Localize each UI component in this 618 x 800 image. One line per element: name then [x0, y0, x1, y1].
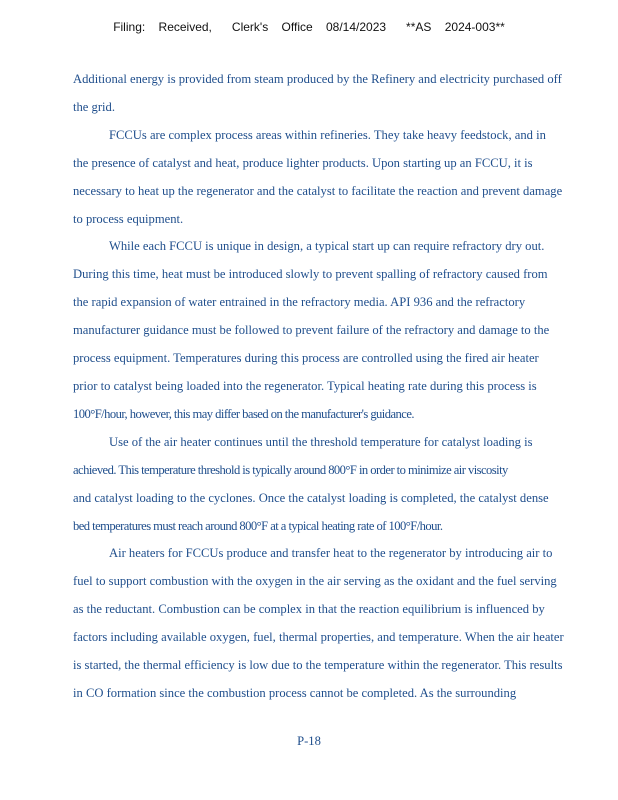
text-line: is started, the thermal efficiency is low due to the temperature within the regenerator. This results — [73, 658, 563, 673]
text-line: the presence of catalyst and heat, produce lighter products. Upon starting up an FCCU, it is — [73, 155, 533, 170]
text-line: fuel to support combustion with the oxygen in the air serving as the oxidant and the fuel serving — [73, 574, 557, 589]
page-number: P-18 — [297, 734, 321, 748]
text-line: factors including available oxygen, fuel, thermal properties, and temperature. When the air heater — [73, 630, 564, 645]
text-line: manufacturer guidance must be followed to prevent failure of the refractory and damage to the — [73, 323, 550, 338]
text-line: Additional energy is provided from steam produced by the Refinery and electricity purchased off — [73, 72, 562, 86]
text-line: to process equipment. — [73, 211, 184, 226]
paragraph-5 — [73, 540, 609, 707]
text-line: and catalyst loading to the cyclones. Once the catalyst loading is completed, the catalyst dense — [73, 490, 549, 505]
text-line: achieved. This temperature threshold is typically around 800°F in order to minimize air viscosity — [73, 462, 508, 477]
text-line: the grid. — [73, 99, 115, 114]
paragraph-1 — [73, 66, 609, 122]
text-line: Use of the air heater continues until the threshold temperature for catalyst loading is — [109, 434, 533, 449]
text-line: bed temperatures must reach around 800°F at a typical heating rate of 100°F/hour. — [73, 518, 443, 533]
text-line: FCCUs are complex process areas within refineries. They take heavy feedstock, and in — [109, 127, 546, 142]
paragraph-4 — [73, 429, 609, 541]
paragraph-3 — [73, 233, 609, 428]
document-body — [73, 66, 609, 708]
text-line: the rapid expansion of water entrained in the refractory media. API 936 and the refractory — [73, 295, 526, 310]
paragraph-2 — [73, 122, 609, 234]
text-line: Air heaters for FCCUs produce and transfer heat to the regenerator by introducing air to — [109, 546, 553, 561]
text-line: 100°F/hour, however, this may differ based on the manufacturer's guidance. — [73, 406, 414, 421]
text-line: in CO formation since the combustion process cannot be completed. As the surrounding — [73, 685, 517, 700]
text-line: prior to catalyst being loaded into the regenerator. Typical heating rate during this process is — [73, 378, 537, 393]
text-line: as the reductant. Combustion can be complex in that the reaction equilibrium is influenced by — [73, 602, 545, 617]
text-line: During this time, heat must be introduced slowly to prevent spalling of refractory caused from — [73, 267, 548, 282]
text-line: necessary to heat up the regenerator and the catalyst to facilitate the reaction and prevent damage — [73, 183, 563, 198]
text-line: process equipment. Temperatures during this process are controlled using the fired air heater — [73, 351, 539, 366]
filing-header: Filing: Received, Clerk's Office 08/14/2023 **AS 2024-003** — [113, 20, 505, 34]
text-line: While each FCCU is unique in design, a typical start up can require refractory dry out. — [109, 239, 545, 254]
